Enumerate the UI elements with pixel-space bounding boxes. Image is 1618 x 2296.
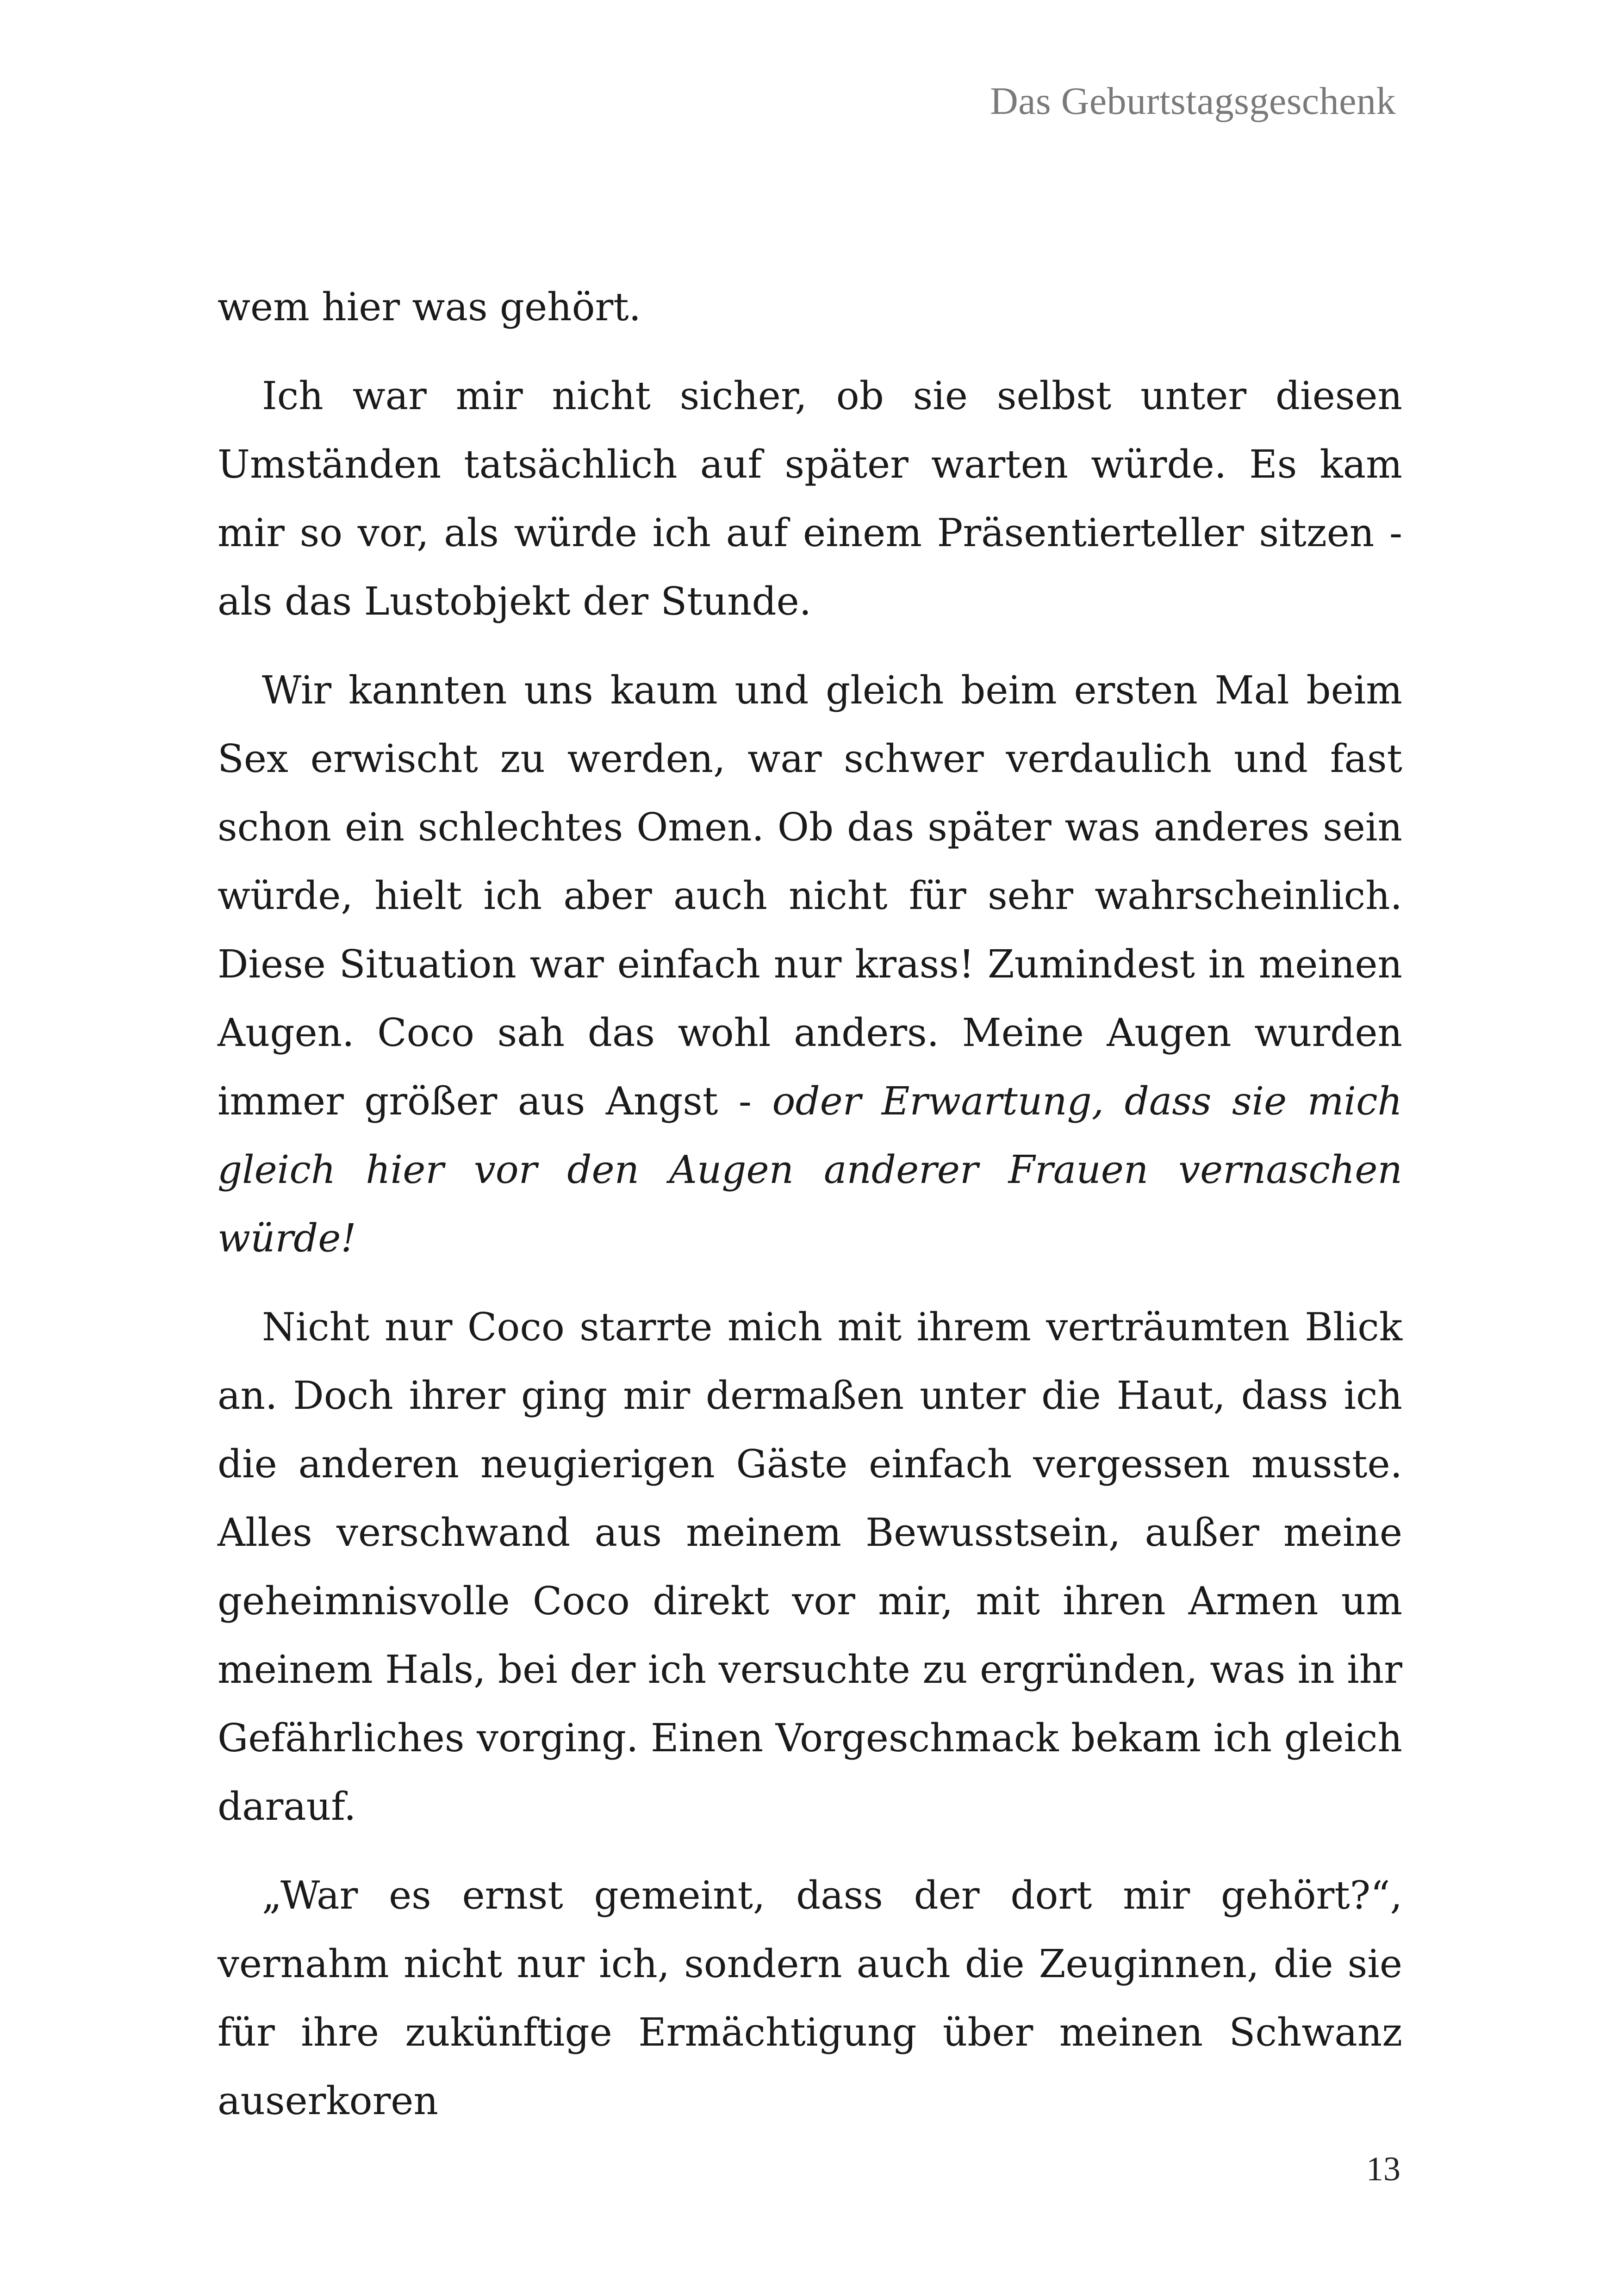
running-header-title: Das Geburtstagsgeschenk <box>990 80 1396 123</box>
paragraph-text: Ich war mir nicht sicher, ob sie selbst unter diesen Umständen tatsächlich auf später warten würde. Es kam mir so vor, als würde ich auf einem Präsentierteller sitzen - als das Lustobjekt der Stunde. <box>218 373 1402 624</box>
body-text <box>218 273 1402 2156</box>
paragraph-text: Nicht nur Coco starrte mich mit ihrem verträumten Blick an. Doch ihrer ging mir dermaßen unter die Haut, dass ich die anderen neugierigen Gäste einfach vergessen musste. Alles verschwand aus meinem Bewusstsein, außer meine geheimnisvolle Coco direkt vor mir, mit ihren Armen um meinem Hals, bei der ich versuchte zu ergründen, was in ihr Gefährliches vorging. Einen Vorgeschmack bekam ich gleich darauf. <box>218 1305 1402 1829</box>
paragraph <box>218 1293 1402 1841</box>
page-number: 13 <box>1366 2150 1400 2188</box>
paragraph-text: wem hier was gehört. <box>218 285 641 330</box>
paragraph-text: Wir kannten uns kaum und gleich beim ersten Mal beim Sex erwischt zu werden, war schwer verdaulich und fast schon ein schlechtes Omen. Ob das später was anderes sein würde, hielt ich aber auch nicht für sehr wahrscheinlich. Diese Situation war einfach nur krass! Zumindest in meinen Augen. Coco sah das wohl anders. Meine Augen wurden immer größer aus Angst - <box>218 668 1402 1124</box>
paragraph <box>218 362 1402 636</box>
paragraph-continuation <box>218 273 1402 342</box>
paragraph-italic-text: oder Erwartung, dass sie mich gleich hier vor den Augen anderer Frauen vernaschen würde! <box>218 1079 1403 1261</box>
paragraph <box>218 656 1402 1273</box>
paragraph-text: „War es ernst gemeint, dass der dort mir gehört?“, vernahm nicht nur ich, sondern auch die Zeuginnen, die sie für ihre zukünftige Ermächtigung über meinen Schwanz auserkoren <box>218 1873 1402 2123</box>
paragraph <box>218 1861 1402 2135</box>
